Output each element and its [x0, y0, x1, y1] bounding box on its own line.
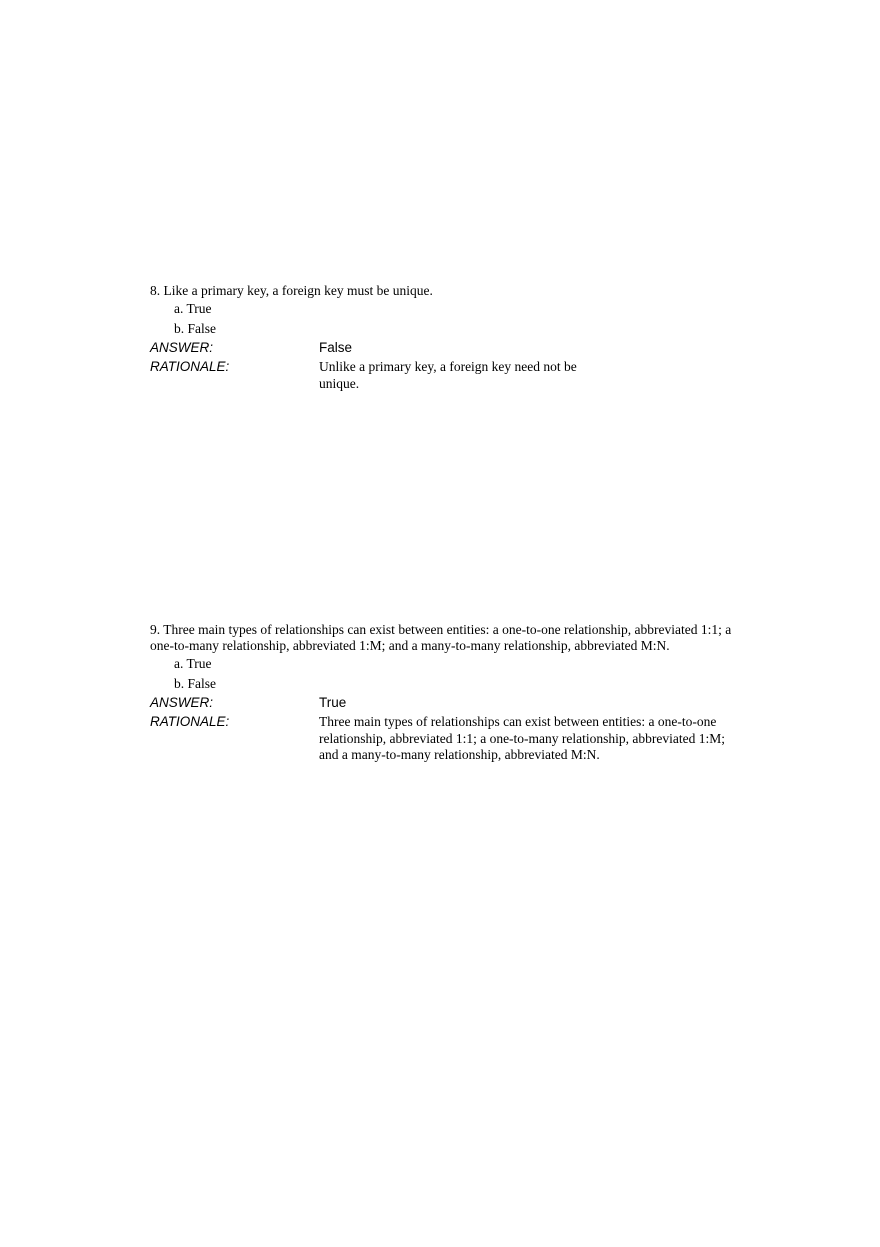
question-9 — [150, 622, 750, 764]
choice-true: a. True — [174, 301, 212, 316]
answer-value: True — [319, 695, 347, 710]
rationale-row — [150, 714, 750, 764]
question-text: 9. Three main types of relationships can exist between entities: a one-to-one relationship, abbreviated 1:1; a one-to-many relationship, abbreviated 1:M; and a many-to-many relationship, abbreviated M:N. — [150, 622, 732, 653]
answer-row — [150, 340, 750, 356]
choice-false: b. False — [174, 675, 216, 691]
answer-label: ANSWER: — [150, 340, 214, 355]
question-8 — [150, 283, 750, 392]
choice-list — [150, 301, 750, 337]
rationale-row — [150, 359, 750, 392]
rationale-text: Three main types of relationships can exist between entities: a one-to-one relationship, abbreviated 1:1; a one-to-many relationship, abbreviated 1:M; and a many-to-many relationship, abbreviated M:N. — [319, 714, 726, 762]
rationale-label: RATIONALE: — [150, 714, 230, 729]
choice-false: b. False — [174, 320, 216, 336]
question-text: 8. Like a primary key, a foreign key must be unique. — [150, 283, 433, 298]
answer-row — [150, 695, 750, 711]
answer-value: False — [319, 340, 353, 355]
choice-true: a. True — [174, 656, 212, 671]
rationale-text: Unlike a primary key, a foreign key need not be unique. — [319, 359, 577, 391]
choice-list — [150, 656, 750, 692]
rationale-label: RATIONALE: — [150, 359, 230, 374]
answer-label: ANSWER: — [150, 695, 214, 710]
